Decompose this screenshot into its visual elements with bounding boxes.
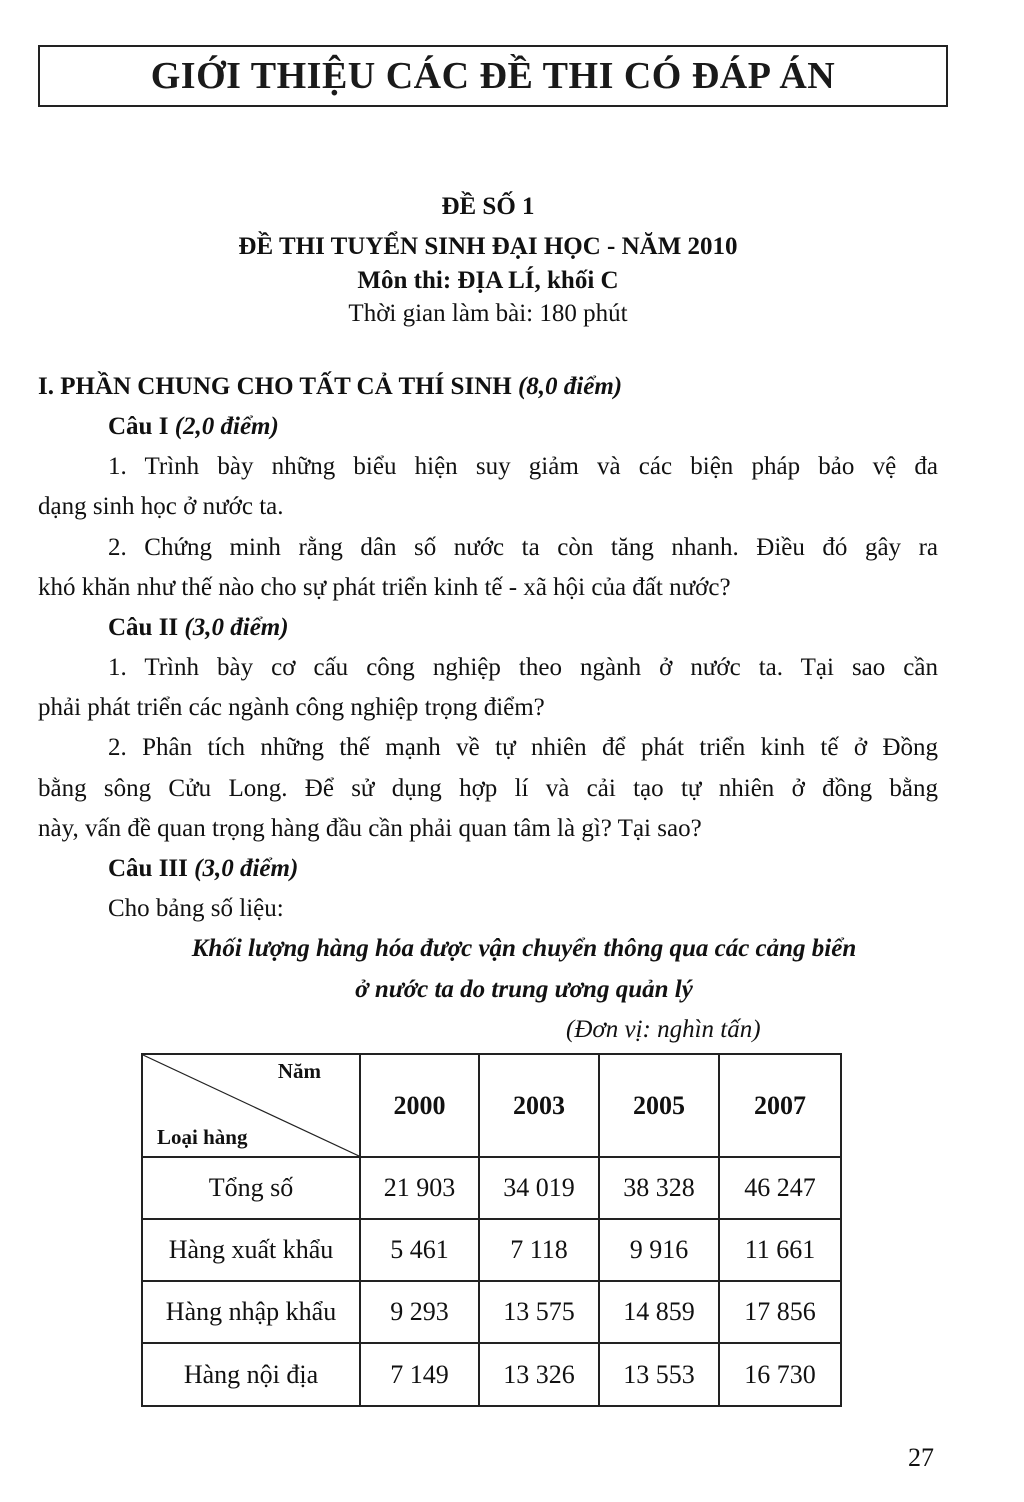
q2-item2-line3: này, vấn đề quan trọng hàng đầu cần phải quan tâm là gì? Tại sao? <box>38 815 702 842</box>
column-header-2005: 2005 <box>599 1054 719 1157</box>
q3-label: Câu III <box>108 855 188 882</box>
table-title-line2: ở nước ta do trung ương quản lý <box>355 976 693 1003</box>
banner-title: GIỚI THIỆU CÁC ĐỀ THI CÓ ĐÁP ÁN <box>150 55 836 97</box>
table-unit: (Đơn vị: nghìn tấn) <box>566 1016 761 1043</box>
table-cell: 16 730 <box>719 1343 841 1406</box>
table-cell: 13 575 <box>479 1281 599 1343</box>
table-row-import <box>142 1281 841 1343</box>
q2-item1-line1: 1. Trình bày cơ cấu công nghiệp theo ngành ở nước ta. Tại sao cần <box>108 654 938 681</box>
part1-title: I. PHẦN CHUNG CHO TẤT CẢ THÍ SINH <box>38 373 512 400</box>
column-header-2007: 2007 <box>719 1054 841 1157</box>
page-number: 27 <box>908 1443 934 1472</box>
table-cell: 46 247 <box>719 1157 841 1219</box>
column-header-2000: 2000 <box>360 1054 479 1157</box>
subject-prefix: Môn thi: <box>357 267 452 294</box>
table-cell: 9 916 <box>599 1219 719 1281</box>
table-row-total <box>142 1157 841 1219</box>
q1-label: Câu I <box>108 413 169 440</box>
row-label: Hàng nhập khẩu <box>142 1281 360 1343</box>
row-label: Tổng số <box>142 1157 360 1219</box>
table-cell: 11 661 <box>719 1219 841 1281</box>
table-header-row <box>142 1054 841 1157</box>
table-corner-cell <box>142 1054 360 1157</box>
table-title-line1: Khối lượng hàng hóa được vận chuyển thông qua các cảng biển <box>191 935 857 962</box>
banner-box <box>38 45 948 107</box>
exam-title: ĐỀ THI TUYỂN SINH ĐẠI HỌC - NĂM 2010 <box>238 233 738 260</box>
q2-points: (3,0 điểm) <box>184 614 289 641</box>
q3-points: (3,0 điểm) <box>194 855 299 882</box>
q3-intro: Cho bảng số liệu: <box>108 895 284 922</box>
table-cell: 5 461 <box>360 1219 479 1281</box>
exam-subject <box>0 266 976 296</box>
table-row-export <box>142 1219 841 1281</box>
q1-item2-line2: khó khăn như thế nào cho sự phát triển kinh tế - xã hội của đất nước? <box>38 574 731 601</box>
q3-heading <box>108 854 298 884</box>
table-cell: 7 118 <box>479 1219 599 1281</box>
exam-duration: Thời gian làm bài: 180 phút <box>348 300 628 327</box>
table-cell: 21 903 <box>360 1157 479 1219</box>
subject-name: ĐỊA LÍ, khối C <box>457 267 619 294</box>
table-cell: 13 553 <box>599 1343 719 1406</box>
part1-heading <box>38 372 622 402</box>
data-table <box>141 1053 842 1407</box>
exam-number: ĐỀ SỐ 1 <box>441 193 535 220</box>
row-label: Hàng xuất khẩu <box>142 1219 360 1281</box>
table-cell: 9 293 <box>360 1281 479 1343</box>
q2-item1-line2: phải phát triển các ngành công nghiệp trọng điểm? <box>38 694 545 721</box>
q2-item2-line2: bằng sông Cửu Long. Để sử dụng hợp lí và cải tạo tự nhiên ở đồng bằng <box>38 775 938 802</box>
column-header-2003: 2003 <box>479 1054 599 1157</box>
table-cell: 17 856 <box>719 1281 841 1343</box>
row-label: Hàng nội địa <box>142 1343 360 1406</box>
q1-item1-line2: dạng sinh học ở nước ta. <box>38 493 284 520</box>
q1-item1-line1: 1. Trình bày những biểu hiện suy giảm và các biện pháp bảo vệ đa <box>108 453 938 480</box>
table-cell: 14 859 <box>599 1281 719 1343</box>
q2-label: Câu II <box>108 614 179 641</box>
q1-item2-line1: 2. Chứng minh rằng dân số nước ta còn tăng nhanh. Điều đó gây ra <box>108 534 938 561</box>
q2-heading <box>108 613 289 643</box>
q2-item2-line1: 2. Phân tích những thế mạnh về tự nhiên để phát triển kinh tế ở Đồng <box>108 734 938 761</box>
q1-heading <box>108 412 279 442</box>
table-row-domestic <box>142 1343 841 1406</box>
table-cell: 13 326 <box>479 1343 599 1406</box>
header-year-label: Năm <box>277 1059 321 1083</box>
table-cell: 7 149 <box>360 1343 479 1406</box>
table-cell: 34 019 <box>479 1157 599 1219</box>
q1-points: (2,0 điểm) <box>174 413 279 440</box>
table-cell: 38 328 <box>599 1157 719 1219</box>
header-type-label: Loại hàng <box>157 1125 248 1149</box>
part1-points: (8,0 điểm) <box>517 373 623 400</box>
